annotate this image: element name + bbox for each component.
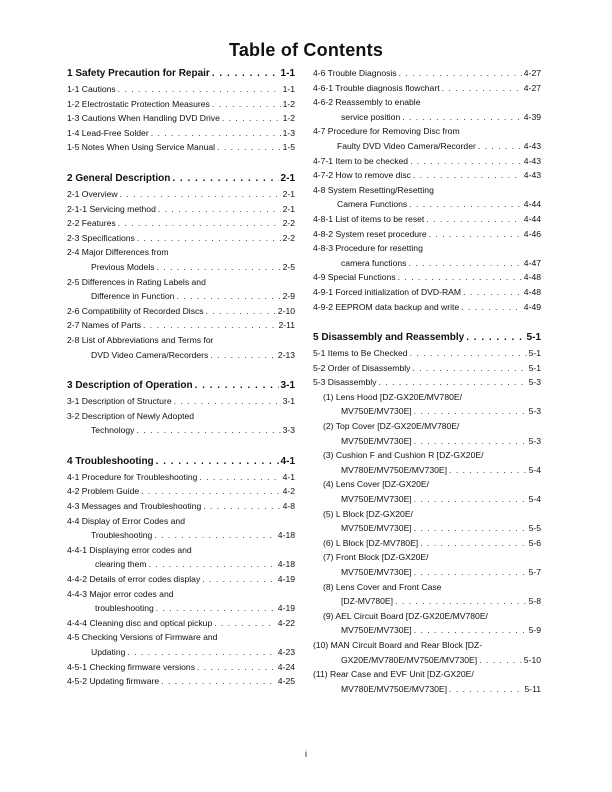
toc-entry-title: 2-5 Differences in Rating Labels and [67,276,206,287]
toc-section-2[interactable] [67,171,295,187]
toc-entry[interactable] [313,66,541,81]
toc-entry[interactable] [313,346,541,361]
toc-entry[interactable] [313,300,541,315]
toc-entry[interactable] [67,318,295,333]
toc-entry-page: 2-2 [282,218,295,229]
toc-left-column [67,66,295,689]
toc-entry-page: 4-43 [523,155,541,166]
toc-entry[interactable] [313,81,541,96]
toc-entry-line[interactable] [313,183,541,198]
toc-entry-page: 5-7 [528,567,541,577]
toc-entry-title: MV750E/MV730E] [341,523,412,534]
toc-entry-page: 5-1 [526,332,541,344]
toc-entry-title: Faulty DVD Video Camera/Recorder [337,140,476,151]
toc-entry-page: 4-25 [277,676,295,687]
toc-entry-title: 4-6-1 Trouble diagnosis flowchart [313,82,440,93]
toc-entry-page: 5-11 [524,683,541,694]
toc-entry-line[interactable] [67,514,295,529]
toc-entry-page: 4-18 [277,530,295,541]
toc-entry-page: 4-8 [282,501,295,512]
toc-entry-title: Previous Models [91,261,155,272]
toc-entry-page: 4-46 [523,228,541,239]
toc-section-5[interactable] [313,330,541,346]
toc-entry-title: 1-5 Notes When Using Service Manual [67,142,216,153]
toc-entry-page: 4-24 [277,661,295,672]
toc-entry-page: 4-18 [277,559,295,570]
toc-entry[interactable] [67,499,295,514]
toc-entry-page: 4-19 [277,603,295,614]
toc-entry[interactable] [67,423,295,438]
toc-entry-page: 4-1 [282,471,295,482]
toc-entry-page: 4-49 [523,301,541,312]
toc-entry-page: 5-3 [528,435,541,446]
toc-entry-title: camera functions [341,257,407,268]
toc-entry-title: Troubleshooting [91,530,153,541]
toc-entry-line[interactable] [67,245,295,260]
toc-entry[interactable] [313,227,541,242]
toc-entry-title: 4-9 Special Functions [313,272,396,283]
toc-entry[interactable] [313,434,541,449]
toc-entry[interactable] [313,682,541,697]
toc-entry[interactable] [67,601,295,616]
toc-entry-title: MV750E/MV730E] [341,567,412,577]
toc-entry-title: MV750E/MV730E] [341,625,412,636]
page-title: Table of Contents [228,40,384,60]
toc-entry-page: 5-5 [528,523,541,534]
toc-entry-line[interactable] [313,448,541,463]
toc-entry-title: 4-9-1 Forced initialization of DVD-RAM [313,286,462,297]
toc-entry-line[interactable] [313,477,541,492]
toc-entry-page: 5-4 [528,464,541,475]
toc-entry-title: MV750E/MV730E] [341,435,412,446]
toc-entry-title: MV750E/MV730E] [341,494,412,505]
toc-entry-title: 4 Troubleshooting [67,455,154,467]
toc-entry[interactable] [313,536,541,551]
toc-entry[interactable] [313,463,541,478]
toc-entry-page: 1-3 [282,127,295,138]
toc-entry-title: 4-7-1 Item to be checked [313,155,409,166]
toc-entry-page: 5-6 [528,537,541,548]
toc-entry-title: 4-8-2 System reset procedure [313,228,427,239]
page-number: i [305,749,307,759]
toc-entry-title: MV780E/MV750E/MV730E] [341,464,448,475]
toc-entry-title: 4-3 Messages and Troubleshooting [67,501,202,512]
toc-entry-title: clearing them [95,559,147,570]
toc-entry-line[interactable] [67,543,295,558]
toc-entry-line[interactable] [67,630,295,645]
toc-entry[interactable] [67,616,295,631]
toc-entry-title: 1-3 Cautions When Handling DVD Drive [67,113,220,124]
toc-entry-line[interactable] [67,275,295,290]
toc-entry-title: 1-4 Lead-Free Solder [67,127,149,138]
toc-entry-page: 2-2 [282,232,295,243]
toc-entry-title: 2-2 Features [67,218,116,229]
toc-entry[interactable] [313,653,541,668]
toc-entry-page: 4-44 [523,199,541,210]
toc-entry-title: 4-5-1 Checking firmware versions [67,661,195,672]
toc-entry[interactable] [67,348,295,363]
toc-entry-title: (5) L Block [DZ-GX20E/ [323,508,413,519]
toc-entry-title: 1-2 Electrostatic Protection Measures [67,98,210,109]
toc-entry[interactable] [67,674,295,689]
toc-entry-title: Technology [91,425,135,436]
toc-entry-line[interactable] [313,580,541,595]
toc-entry-page: 2-1 [282,188,295,199]
toc-entry[interactable] [67,470,295,485]
toc-entry-title: 2-1 Overview [67,188,118,199]
toc-entry-title: (9) AEL Circuit Board [DZ-GX20E/MV780E/ [323,610,488,621]
toc-entry-title: 4-8-3 Procedure for resetting [313,243,423,254]
toc-entry-line[interactable] [313,390,541,405]
toc-entry-title: (8) Lens Cover and Front Case [323,581,442,592]
toc-entry-title: DVD Video Camera/Recorders [91,349,209,360]
toc-entry-title: 4-8-1 List of items to be reset [313,213,425,224]
toc-entry-title: (4) Lens Cover [DZ-GX20E/ [323,479,430,490]
toc-entry-page: 2-9 [282,291,295,302]
toc-entry-title: 4-7-2 How to remove disc [313,170,411,181]
toc-entry-title: 4-4-3 Major error codes and [67,588,174,599]
toc-entry-title: 4-4 Display of Error Codes and [67,515,185,526]
toc-entry-page: 2-1 [282,203,295,214]
toc-entry-title: 2-1-1 Servicing method [67,203,156,214]
toc-entry-title: 4-5 Checking Versions of Firmware and [67,632,218,643]
toc-entry[interactable] [67,97,295,112]
toc-entry[interactable] [313,375,541,390]
toc-entry-title: (2) Top Cover [DZ-GX20E/MV780E/ [323,421,460,432]
toc-entry[interactable] [67,82,295,97]
toc-entry-line[interactable] [67,587,295,602]
toc-entry-page: 2-1 [280,172,295,184]
toc-entry-title: 4-9-2 EEPROM data backup and write [313,301,460,312]
toc-entry-line[interactable] [313,241,541,256]
toc-entry[interactable] [313,110,541,125]
toc-entry-page: 5-1 [528,348,541,359]
toc-entry-title: 5 Disassembly and Reassembly [313,332,465,344]
toc-entry[interactable] [67,557,295,572]
toc-entry-title: 3 Description of Operation [67,380,193,392]
toc-entry-title: 5-3 Disassembly [313,377,377,388]
toc-entry[interactable] [313,139,541,154]
toc-entry-title: 2-3 Specifications [67,232,135,243]
toc-entry-page: 4-43 [523,140,541,151]
toc-entry[interactable] [67,645,295,660]
toc-entry[interactable] [67,394,295,409]
toc-entry-title: Camera Functions [337,199,408,210]
toc-entry-page: 4-44 [523,213,541,224]
toc-entry-title: (11) Rear Case and EVF Unit [DZ-GX20E/ [313,669,474,680]
toc-entry[interactable] [313,623,541,638]
toc-entry-page: 4-48 [523,272,541,283]
toc-entry-title: 5-2 Order of Disassembly [313,362,411,373]
toc-entry-line[interactable] [67,409,295,424]
toc-entry[interactable] [67,216,295,231]
toc-entry-page: 3-1 [280,380,295,392]
toc-entry-title: 3-2 Description of Newly Adopted [67,410,195,421]
toc-entry-page: 5-8 [528,596,541,607]
toc-entry[interactable] [313,404,541,419]
toc-entry[interactable] [67,572,295,587]
toc-entry-page: 4-2 [282,486,295,497]
toc-entry[interactable] [67,126,295,141]
toc-entry-page: 4-19 [277,574,295,585]
toc-entry[interactable] [67,289,295,304]
toc-entry-title: 4-4-2 Details of error codes display [67,574,201,585]
toc-entry-title: MV750E/MV730E] [341,406,412,417]
toc-entry-page: 1-1 [280,68,295,79]
toc-entry-page: 3-3 [282,425,295,436]
toc-entry-page: 1-2 [282,98,295,109]
toc-entry-line[interactable] [67,333,295,348]
toc-entry-page: 1-5 [282,142,295,153]
toc-entry-page: 5-1 [528,362,541,373]
toc-entry[interactable] [313,197,541,212]
toc-entry-title: 4-1 Procedure for Troubleshooting [67,471,198,482]
toc-entry-title: 1-1 Cautions [67,84,116,94]
toc-entry-title: 5-1 Items to Be Checked [313,348,408,359]
toc-entry-title: 3-1 Description of Structure [67,396,172,407]
toc-entry[interactable] [67,140,295,155]
toc-entry-line[interactable] [313,124,541,139]
toc-entry-page: 2-10 [277,305,295,316]
toc-entry-title: 2 General Description [67,172,171,184]
toc-entry[interactable] [67,260,295,275]
toc-entry-title: 4-4-4 Cleaning disc and optical pickup [67,617,213,628]
toc-entry-title: 1 Safety Precaution for Repair [67,68,210,79]
toc-entry-title: (10) MAN Circuit Board and Rear Block [DZ- [313,639,483,650]
toc-entry-title: 4-6-2 Reassembly to enable [313,97,421,108]
toc-entry-page: 4-22 [277,617,295,628]
toc-entry-title: Difference in Function [91,291,175,302]
toc-entry[interactable] [313,361,541,376]
toc-entry-title: 2-7 Names of Parts [67,320,142,331]
toc-entry-page: 5-3 [528,406,541,417]
toc-entry-title: 4-2 Problem Guide [67,486,140,497]
toc-entry[interactable] [313,565,541,580]
toc-entry-page: 5-10 [523,654,541,665]
toc-entry-page: 4-27 [523,68,541,78]
toc-entry[interactable] [67,187,295,202]
toc-entry-title: (6) L Block [DZ-MV780E] [323,537,419,548]
toc-entry-line[interactable] [313,667,541,682]
toc-entry-page: 4-43 [523,170,541,181]
toc-entry-title: (3) Cushion F and Cushion R [DZ-GX20E/ [323,450,484,461]
toc-entry[interactable] [67,528,295,543]
toc-entry-page: 3-1 [282,396,295,407]
toc-entry-page: 1-1 [282,84,295,94]
toc-entry-title: 4-5-2 Updating firmware [67,676,160,687]
toc-entry[interactable] [313,521,541,536]
toc-entry[interactable] [67,304,295,319]
toc-entry-title: 4-4-1 Displaying error codes and [67,544,192,555]
toc-entry-title: service position [341,111,401,122]
toc-entry-title: 2-6 Compatibility of Recorded Discs [67,305,204,316]
toc-entry-page: 2-11 [278,320,295,331]
toc-entry-title: Updating [91,647,126,657]
toc-entry-page: 5-3 [528,377,541,388]
toc-entry-page: 1-2 [282,113,295,124]
toc-entry-page: 4-39 [523,111,541,122]
toc-entry-title: 2-8 List of Abbreviations and Terms for [67,334,214,345]
toc-entry[interactable] [313,285,541,300]
toc-section-1[interactable] [67,66,295,82]
toc-entry-line[interactable] [313,419,541,434]
toc-entry-page: 4-48 [523,286,541,297]
toc-entry-title: GX20E/MV780E/MV750E/MV730E] [341,654,478,665]
toc-entry[interactable] [67,202,295,217]
toc-entry-line[interactable] [313,609,541,624]
toc-entry-line[interactable] [313,95,541,110]
toc-entry-title: (7) Front Block [DZ-GX20E/ [323,552,429,563]
toc-entry-title: 4-8 System Resetting/Resetting [313,184,434,195]
toc-entry-page: 4-1 [280,455,295,467]
toc-section-4[interactable] [67,454,295,470]
toc-entry-page: 5-4 [528,494,541,505]
toc-entry-title: 4-6 Trouble Diagnosis [313,68,397,78]
toc-entry[interactable] [313,594,541,609]
toc-entry-line[interactable] [313,507,541,522]
toc-entry[interactable] [67,484,295,499]
toc-entry-page: 5-9 [528,625,541,636]
toc-entry[interactable] [67,111,295,126]
toc-right-column [313,66,541,696]
toc-entry-page: 4-47 [523,257,541,268]
toc-entry-title: (1) Lens Hood [DZ-GX20E/MV780E/ [323,391,462,402]
toc-entry-page: 4-27 [523,82,541,93]
toc-entry-page: 2-5 [282,261,295,272]
toc-entry-line[interactable] [313,638,541,653]
toc-entry-title: [DZ-MV780E] [341,596,394,607]
toc-entry-title: 4-7 Procedure for Removing Disc from [313,126,460,137]
toc-entry-page: 4-23 [277,647,295,657]
toc-entry-page: 2-13 [277,349,295,360]
toc-entry[interactable] [313,492,541,507]
toc-entry[interactable] [67,660,295,675]
toc-entry-title: troubleshooting [95,603,154,614]
toc-entry[interactable] [67,231,295,246]
toc-entry-title: MV780E/MV750E/MV730E] [341,683,448,694]
toc-entry[interactable] [313,212,541,227]
toc-entry-title: 2-4 Major Differences from [67,247,169,258]
toc-entry[interactable] [313,256,541,271]
toc-entry[interactable] [313,168,541,183]
toc-entry-line[interactable] [313,550,541,565]
toc-section-3[interactable] [67,378,295,394]
toc-entry[interactable] [313,270,541,285]
toc-entry[interactable] [313,154,541,169]
